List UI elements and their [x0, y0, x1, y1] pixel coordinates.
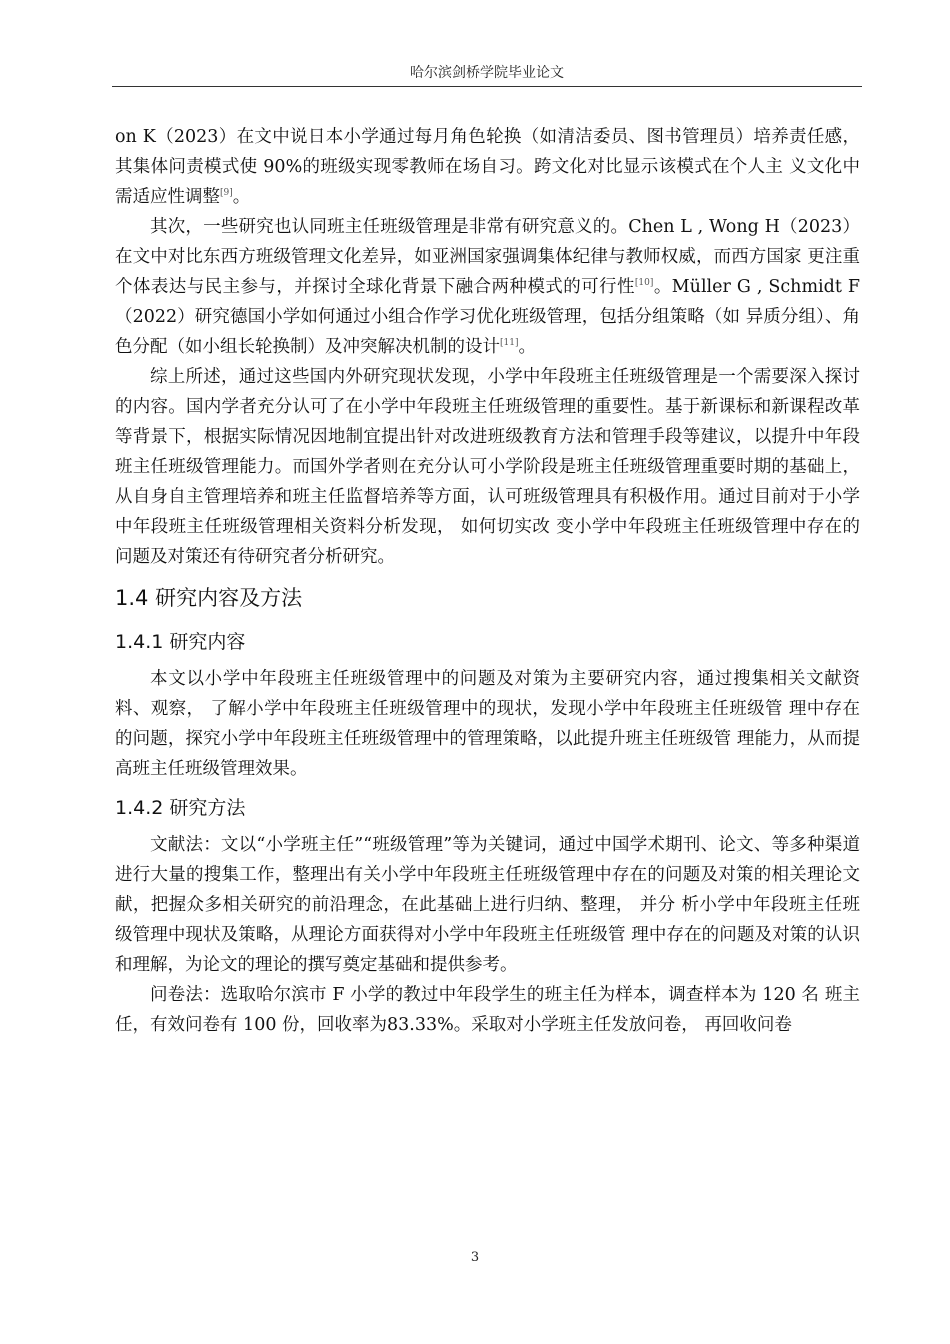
paragraph-text-continued: 。Müller G , Schmidt F（2022）研究德国小学如何通过小组合作学习优化班级管理，包括分组策略（如 异质分组）、角色分配（如小组长轮换制）及冲突解决机制的设计 [115, 277, 861, 357]
paragraph-questionnaire-method: 问卷法：选取哈尔滨市 F 小学的教过中年段学生的班主任为样本，调查样本为 120 名 班主任，有效问卷有 100 份，回收率为83.33%。采取对小学班主任发放问卷， 再回收问卷 [115, 985, 860, 1035]
paragraph-foreign-research [115, 212, 860, 362]
paragraph-tail: 。 [232, 187, 251, 207]
subsection-heading-1-4-2: 1.4.2 研究方法 [115, 797, 246, 819]
citation-9[interactable]: [9] [220, 188, 233, 199]
section-heading-1-4: 1.4 研究内容及方法 [115, 586, 303, 610]
paragraph-text: on K（2023）在文中说日本小学通过每月角色轮换（如清洁委员、图书管理员）培养责任感，其集体问责模式使 90%的班级实现零教师在场自习。跨文化对比显示该模式在个人主 义文化中需适应性调整 [115, 127, 860, 207]
paragraph-tail: 。 [518, 337, 536, 357]
page-body [115, 122, 860, 1040]
citation-11[interactable]: [11] [500, 338, 519, 349]
subsection-heading-1-4-1: 1.4.1 研究内容 [115, 631, 246, 653]
running-header: 哈尔滨剑桥学院毕业论文 [410, 65, 564, 81]
citation-10[interactable]: [10] [634, 278, 654, 289]
page-number: 3 [470, 1250, 480, 1265]
paragraph-ono-study [115, 122, 860, 212]
header-divider [112, 86, 862, 87]
paragraph-summary: 综上所述，通过这些国内外研究现状发现，小学中年段班主任班级管理是一个需要深入探讨的内容。国内学者充分认可了在小学中年段班主任班级管理的重要性。基于新课标和新课程改革等背景下，根据实际情况因地制宜提出针对改进班级教育方法和管理手段等建议，以提升中年段班主任班级管理能力。而国外学者则在充分认可小学阶段是班主任班级管理重要时期的基础上，从自身自主管理培养和班主任监督培养等方面，认可班级管理具有积极作用。通过目前对于小学中年段班主任班级管理相关资料分析发现， 如何切实改 变小学中年段班主任班级管理中存在的问题及对策还有待研究者分析研究。 [115, 367, 860, 567]
paragraph-literature-method: 文献法：文以“小学班主任”“班级管理”等为关键词，通过中国学术期刊、论文、等多种渠道进行大量的搜集工作，整理出有关小学中年段班主任班级管理中存在的问题及对策的相关理论文献，把握众多相关研究的前沿理念，在此基础上进行归纳、整理， 并分 析小学中年段班主任班级管理中现状及策略，从理论方面获得对小学中年段班主任班级管 理中存在的问题及对策的认识和理解，为论文的理论的撰写奠定基础和提供参考。 [115, 835, 860, 975]
paragraph-research-content: 本文以小学中年段班主任班级管理中的问题及对策为主要研究内容，通过搜集相关文献资料、观察， 了解小学中年段班主任班级管理中的现状，发现小学中年段班主任班级管 理中存在的问题，探究小学中年段班主任班级管理中的管理策略，以此提升班主任班级管 理能力，从而提高班主任班级管理效果。 [115, 669, 860, 779]
paragraph-text: 其次，一些研究也认同班主任班级管理是非常有研究意义的。Chen L , Wong H（2023） 在文中对比东西方班级管理文化差异，如亚洲国家强调集体纪律与教师权威，而西方国家 更注重个体表达与民主参与，并探讨全球化背景下融合两种模式的可行性 [115, 217, 860, 297]
